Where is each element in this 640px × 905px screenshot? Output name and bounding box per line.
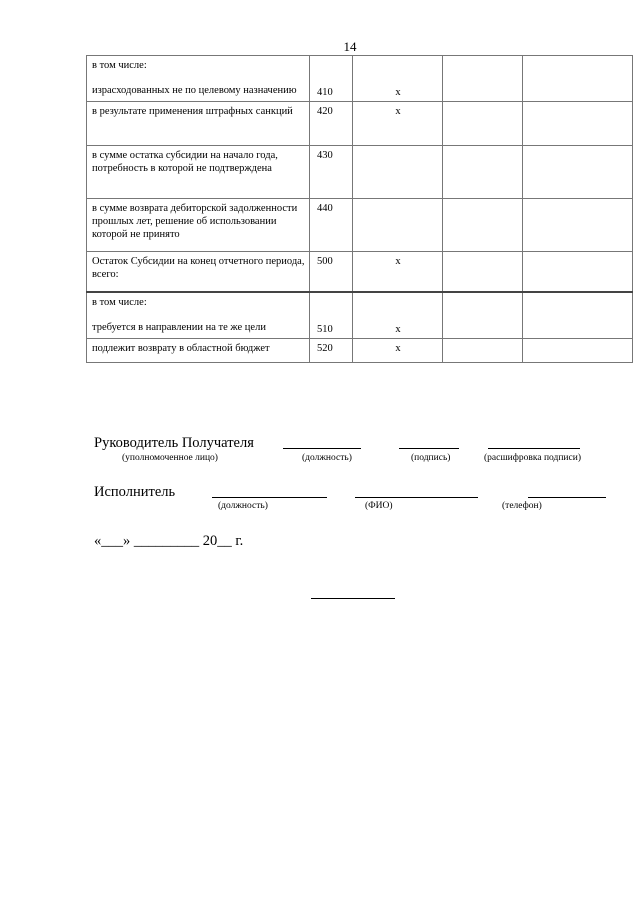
empty-cell	[523, 338, 633, 362]
table-row	[87, 56, 633, 102]
table-row	[87, 338, 633, 362]
date-field: «___» _________ 20__ г.	[94, 533, 244, 549]
row-prefix: в том числе:	[92, 60, 147, 71]
row-code: 500	[310, 252, 353, 292]
row-x-mark: х	[353, 102, 443, 146]
row-code: 520	[310, 338, 353, 362]
executor-name-caption: (ФИО)	[365, 501, 393, 511]
row-x-mark: х	[353, 252, 443, 292]
empty-cell	[523, 102, 633, 146]
signature-caption: (подпись)	[411, 453, 451, 463]
executor-position-caption: (должность)	[218, 501, 268, 511]
position-caption: (должность)	[302, 453, 352, 463]
table-row	[87, 146, 633, 199]
row-text: в сумме возврата дебиторской задолженности прошлых лет, решение об использовании которой не принято	[87, 199, 310, 252]
row-code: 420	[310, 102, 353, 146]
signature-decode-line	[488, 448, 580, 449]
row-text: в сумме остатка субсидии на начало года, потребность в которой не подтверждена	[87, 146, 310, 199]
empty-cell	[443, 252, 523, 292]
authorized-person-caption: (уполномоченное лицо)	[122, 453, 218, 463]
executor-position-line	[212, 497, 327, 498]
report-table	[86, 55, 633, 363]
signature-decode-caption: (расшифровка подписи)	[484, 453, 581, 463]
page-number: 14	[343, 39, 357, 54]
row-code: 430	[310, 146, 353, 199]
table-row	[87, 199, 633, 252]
empty-cell	[523, 146, 633, 199]
row-text: требуется в направлении на те же цели	[92, 321, 266, 333]
end-separator-line	[311, 598, 395, 599]
empty-cell	[523, 292, 633, 339]
row-x-mark: х	[353, 292, 443, 339]
empty-cell	[443, 102, 523, 146]
row-x-mark: х	[353, 338, 443, 362]
empty-cell	[523, 56, 633, 102]
empty-cell	[443, 292, 523, 339]
row-text: израсходованных не по целевому назначению	[92, 85, 297, 96]
row-text: Остаток Субсидии на конец отчетного периода, всего:	[87, 252, 310, 292]
row-code: 510	[310, 292, 353, 339]
row-prefix: в том числе:	[92, 296, 147, 308]
row-description	[87, 56, 310, 102]
table-row	[87, 102, 633, 146]
executor-title: Исполнитель	[94, 484, 176, 500]
row-description	[87, 292, 310, 339]
row-code: 410	[310, 56, 353, 102]
executor-phone-caption: (телефон)	[502, 501, 542, 511]
empty-cell	[523, 252, 633, 292]
executor-phone-line	[528, 497, 606, 498]
table-row	[87, 292, 633, 339]
row-x-mark	[353, 146, 443, 199]
executor-name-line	[355, 497, 478, 498]
empty-cell	[443, 146, 523, 199]
row-code: 440	[310, 199, 353, 252]
empty-cell	[443, 338, 523, 362]
row-text: подлежит возврату в областной бюджет	[87, 338, 310, 362]
empty-cell	[443, 56, 523, 102]
table-row	[87, 252, 633, 292]
row-x-mark	[353, 199, 443, 252]
signature-line	[399, 448, 459, 449]
empty-cell	[523, 199, 633, 252]
head-signature-title: Руководитель Получателя	[94, 435, 254, 451]
row-x-mark: х	[353, 56, 443, 102]
row-text: в результате применения штрафных санкций	[87, 102, 310, 146]
empty-cell	[443, 199, 523, 252]
position-line	[283, 448, 361, 449]
